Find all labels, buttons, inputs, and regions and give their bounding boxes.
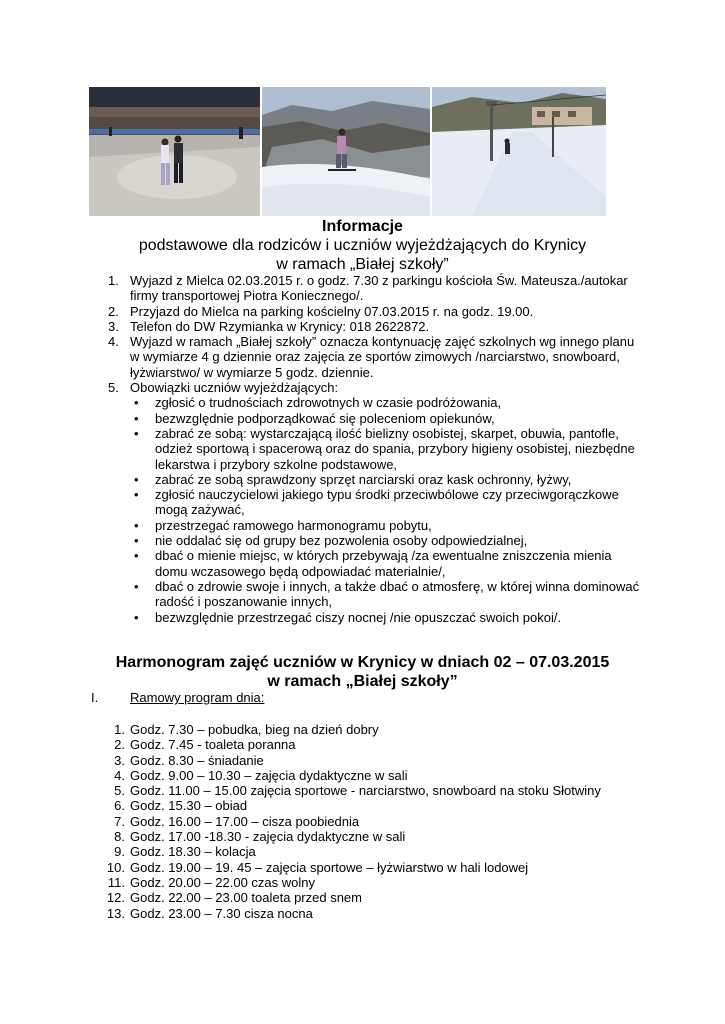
list-number: 11. [107, 874, 125, 890]
schedule-text: Godz. 18.30 – kolacja [130, 844, 256, 860]
list-item [105, 844, 665, 859]
duty-text: przestrzegać ramowego harmonogramu pobytu, [155, 517, 432, 533]
list-number: 2. [114, 737, 125, 753]
schedule-text: Godz. 22.00 – 23.00 toaleta przed snem [130, 890, 362, 906]
info-item [105, 380, 645, 625]
schedule-text: Godz. 7.45 - toaleta poranna [130, 737, 296, 753]
list-item [105, 906, 665, 921]
list-item [105, 829, 665, 844]
list-item [130, 579, 645, 610]
bullet-icon: • [134, 410, 139, 426]
list-number: 1. [114, 722, 125, 737]
list-item [130, 395, 645, 410]
info-text: Telefon do DW Rzymianka w Krynicy: 018 2622872. [130, 318, 430, 334]
schedule-text: Godz. 8.30 – śniadanie [130, 752, 264, 768]
schedule-title-line2: w ramach „Białej szkoły” [267, 673, 458, 690]
list-item [105, 783, 665, 798]
list-number: 3. [114, 752, 125, 768]
list-item [105, 814, 665, 829]
info-item [105, 304, 645, 319]
list-number: 9. [114, 844, 125, 860]
bullet-icon: • [134, 533, 139, 549]
info-item [105, 273, 645, 304]
list-item [105, 722, 665, 737]
bullet-icon: • [134, 517, 139, 533]
duty-text: zgłosić o trudnościach zdrowotnych w czasie podróżowania, [155, 395, 502, 411]
schedule-text: Godz. 16.00 – 17.00 – cisza poobiednia [130, 813, 360, 829]
list-number: 13. [106, 905, 125, 921]
list-number: 6. [114, 798, 125, 814]
day-program-list [105, 722, 665, 921]
info-text: Wyjazd z Mielca 02.03.2015 r. o godz. 7.30 z parkingu kościoła Św. Mateusza./autokar firmy transportowej Piotra Koniecznego/. [130, 273, 628, 304]
bullet-icon: • [134, 548, 139, 564]
duty-text: bezwzględnie przestrzegać ciszy nocnej /nie opuszczać swoich pokoi/. [155, 609, 562, 625]
bullet-icon: • [134, 425, 139, 441]
page-title: Informacje [322, 218, 403, 235]
bullet-icon: • [134, 578, 139, 594]
list-item [130, 472, 645, 487]
photo-strip [89, 87, 606, 216]
info-header [0, 217, 725, 274]
duty-text: bezwzględnie podporządkować się poleceniom opiekunów, [155, 410, 495, 426]
section-label: Ramowy program dnia: [130, 690, 265, 705]
info-item [105, 334, 645, 380]
ski-slope-photo [262, 87, 430, 216]
duty-text: zgłosić nauczycielowi jakiego typu środki przeciwbólowe czy przeciwgorączkowe mogą zażywać, [155, 487, 619, 518]
list-item [105, 737, 665, 752]
list-number: 10. [106, 859, 125, 875]
list-number: 3. [108, 318, 119, 334]
ski-lift-photo [432, 87, 606, 216]
schedule-title-line1: Harmonogram zajęć uczniów w Krynicy w dniach 02 – 07.03.2015 [115, 654, 610, 671]
schedule-text: Godz. 9.00 – 10.30 – zajęcia dydaktyczne w sali [130, 767, 408, 783]
list-number: 8. [114, 829, 125, 845]
list-item [105, 860, 665, 875]
list-item [130, 426, 645, 472]
list-item [130, 487, 645, 518]
info-item [105, 319, 645, 334]
bullet-icon: • [134, 471, 139, 487]
list-item [130, 533, 645, 548]
list-item [130, 518, 645, 533]
schedule-text: Godz. 7.30 – pobudka, bieg na dzień dobry [130, 722, 379, 737]
info-text: Przyjazd do Mielca na parking kościelny 07.03.2015 r. na godz. 19.00. [130, 303, 534, 319]
list-item [105, 875, 665, 890]
list-number: 4. [114, 767, 125, 783]
schedule-text: Godz. 15.30 – obiad [130, 798, 248, 814]
page-subtitle-line1: podstawowe dla rodziców i uczniów wyjeżdżających do Krynicy [138, 237, 587, 254]
duty-text: dbać o zdrowie swoje i innych, a także dbać o atmosferę, w której winna dominować radość i poszanowanie innych, [155, 578, 640, 610]
info-list [105, 273, 645, 625]
list-item [105, 753, 665, 768]
list-number: 1. [108, 273, 119, 288]
ice-rink-photo [89, 87, 260, 216]
list-number: 7. [114, 813, 125, 829]
duty-text: zabrać ze sobą: wystarczającą ilość bielizny osobistej, skarpet, obuwia, pantofle, odzież sportową i spacerową oraz do spania, przybory higieny osobistej, niezbędne lekarstwa i przybory szkolne podstawowe, [155, 425, 635, 472]
list-number: 12. [106, 890, 125, 906]
list-item [105, 890, 665, 905]
list-number: 5. [108, 380, 119, 396]
list-item [105, 798, 665, 813]
bullet-icon: • [134, 609, 139, 625]
schedule-text: Godz. 17.00 -18.30 - zajęcia dydaktyczne w sali [130, 829, 406, 845]
list-item [130, 548, 645, 579]
schedule-text: Godz. 23.00 – 7.30 cisza nocna [130, 905, 313, 921]
section-number: I. [91, 690, 99, 705]
list-item [130, 610, 645, 625]
list-number: 5. [114, 783, 125, 799]
duty-text: nie oddalać się od grupy bez pozwolenia osoby odpowiedzialnej, [155, 533, 528, 549]
duty-text: dbać o mienie miejsc, w których przebywają /za ewentualne zniszczenia mienia domu wczasowego będą odpowiadać materialnie/, [155, 548, 612, 579]
duties-list [130, 395, 645, 624]
info-text: Obowiązki uczniów wyjeżdżających: [130, 380, 339, 396]
bullet-icon: • [134, 395, 139, 411]
schedule-title [0, 653, 725, 691]
schedule-text: Godz. 20.00 – 22.00 czas wolny [130, 874, 316, 890]
page-subtitle-line2: w ramach „Białej szkoły” [276, 256, 449, 273]
list-item [130, 411, 645, 426]
duty-text: zabrać ze sobą sprawdzony sprzęt narciarski oraz kask ochronny, łyżwy, [155, 471, 572, 487]
list-number: 4. [108, 334, 119, 350]
schedule-text: Godz. 11.00 – 15.00 zajęcia sportowe - narciarstwo, snowboard na stoku Słotwiny [130, 783, 601, 799]
schedule-text: Godz. 19.00 – 19. 45 – zajęcia sportowe – łyżwiarstwo w hali lodowej [130, 859, 529, 875]
list-number: 2. [108, 303, 119, 319]
bullet-icon: • [134, 487, 139, 503]
info-text: Wyjazd w ramach „Białej szkoły” oznacza kontynuację zajęć szkolnych wg innego planu w wymiarze 4 g dziennie oraz zajęcia ze sportów zimowych /narciarstwo, snowboard, łyżwiarstwo/ w wymiarze 5 godz. dziennie. [130, 334, 635, 380]
list-item [105, 768, 665, 783]
